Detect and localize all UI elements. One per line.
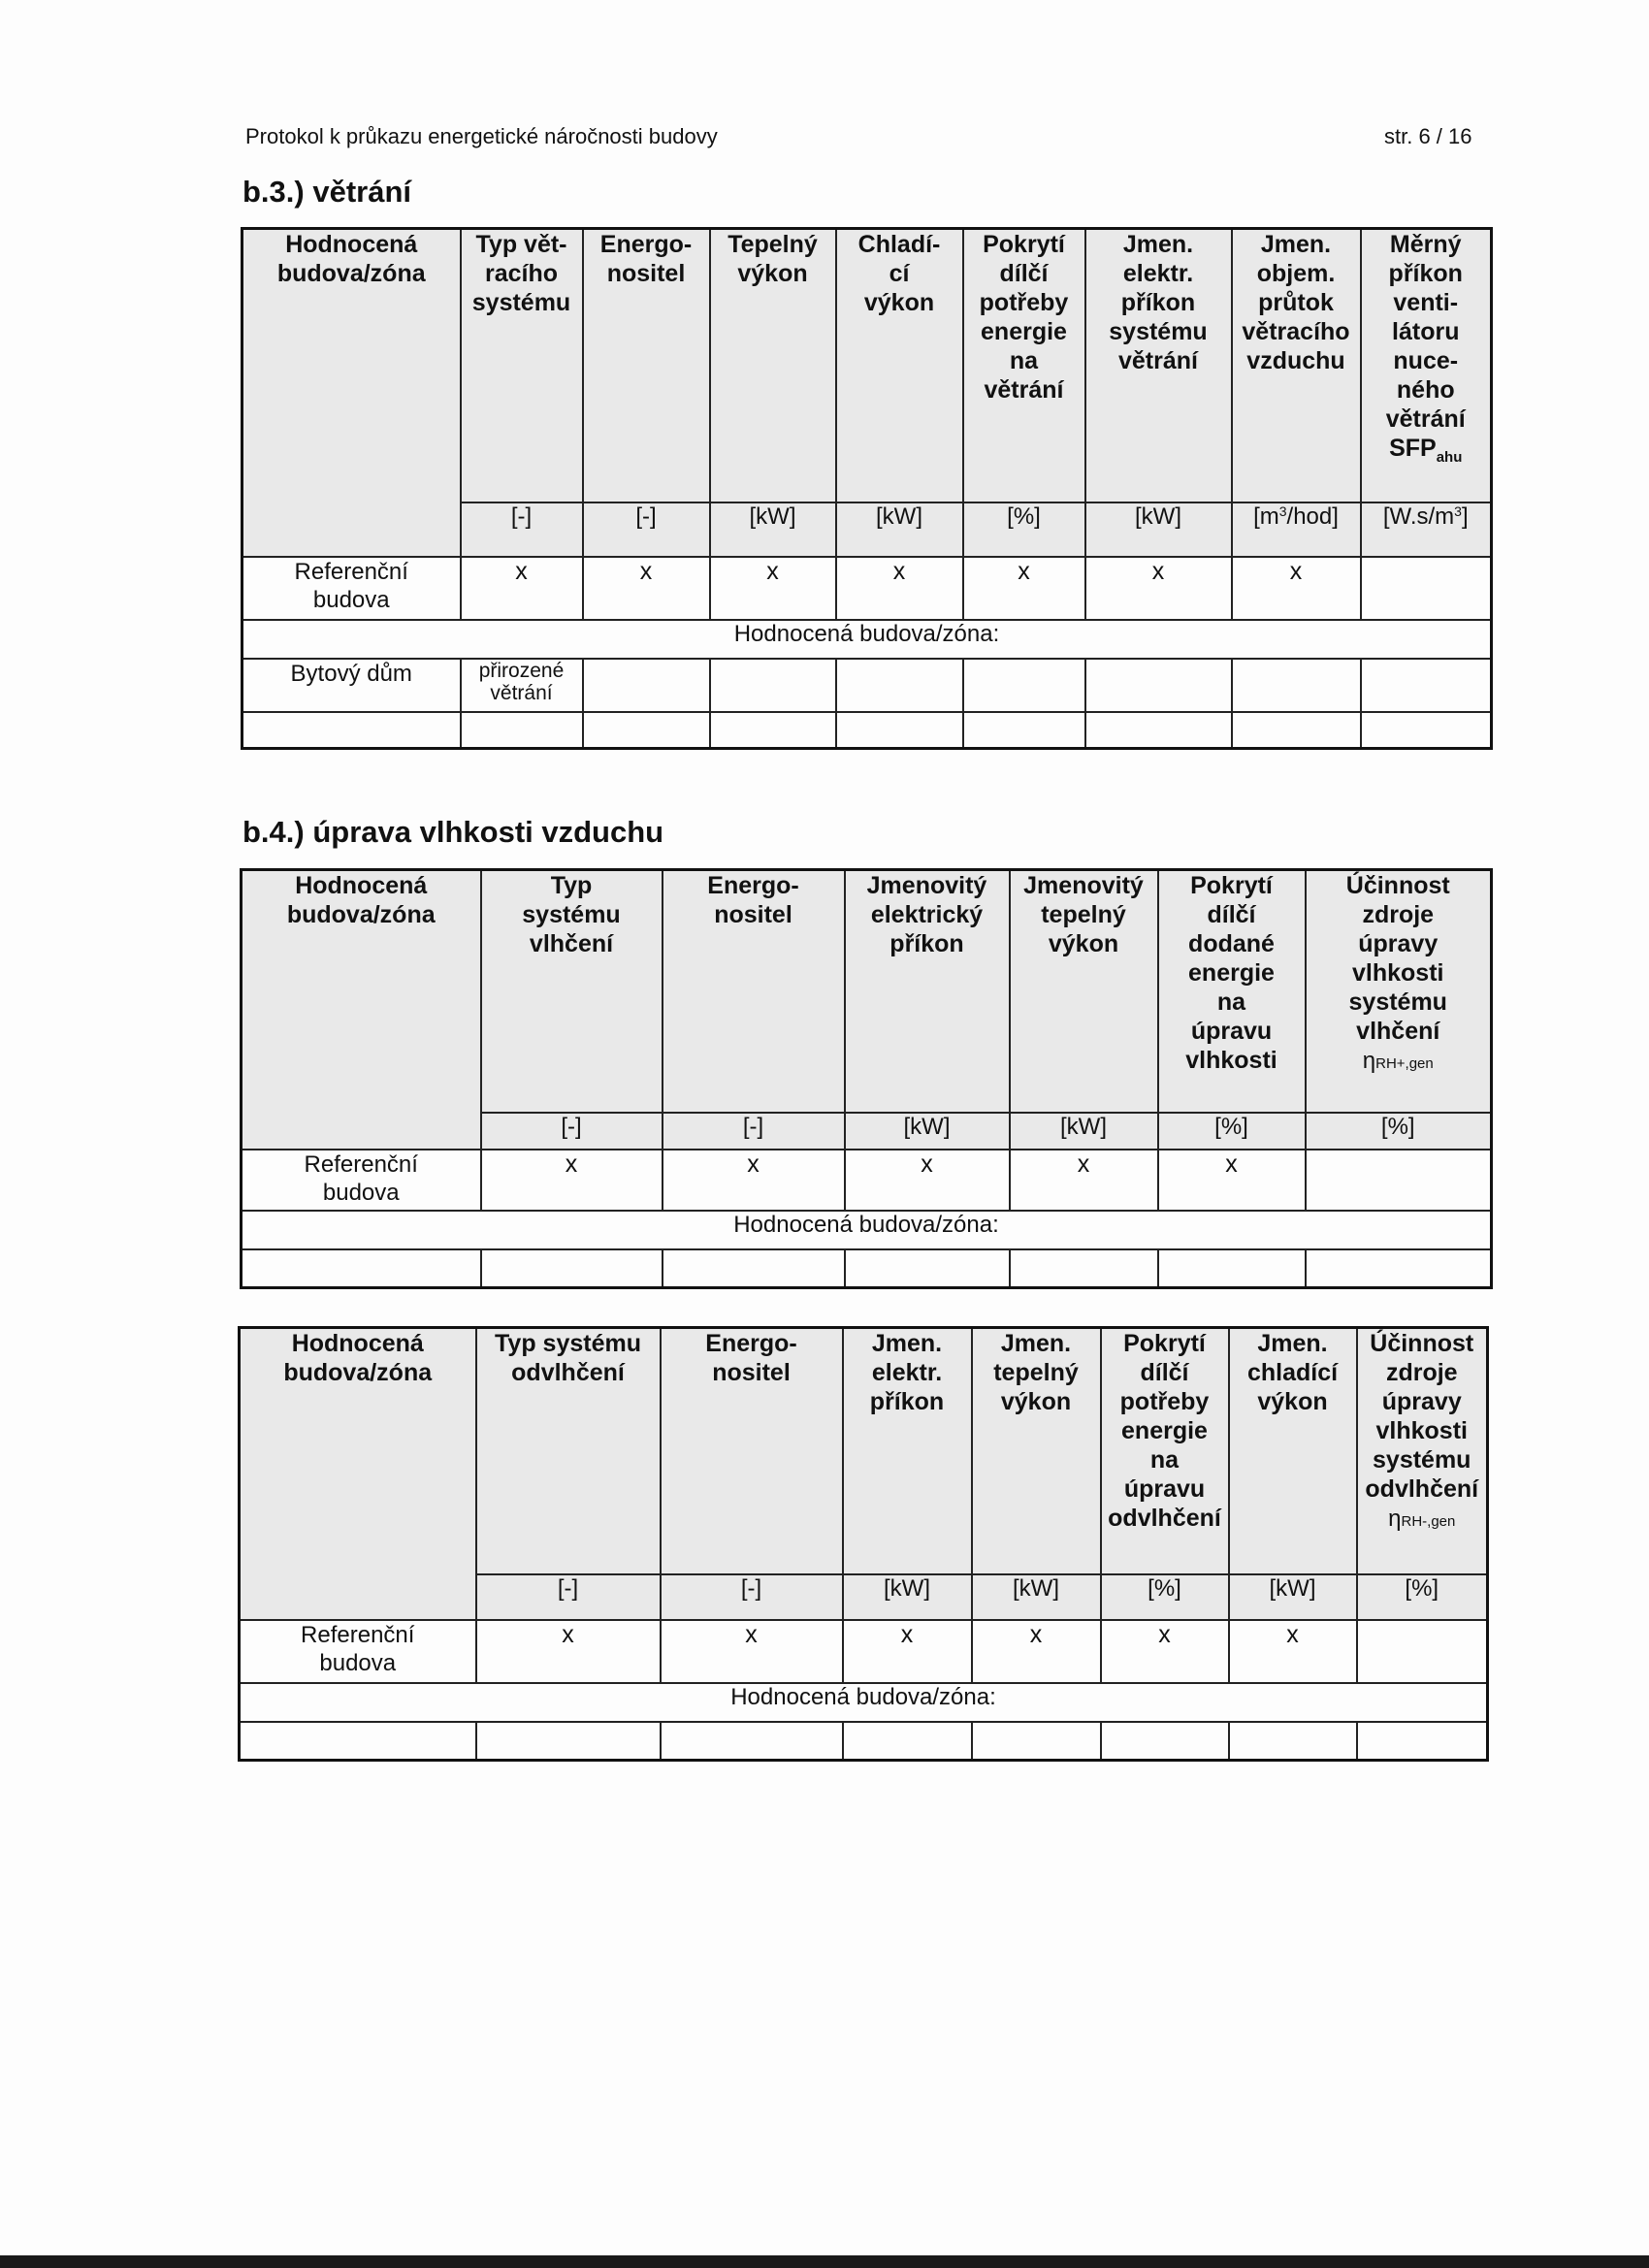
unit-cell: [kW] xyxy=(1229,1574,1357,1620)
unit-cell: [%] xyxy=(1158,1113,1306,1150)
col-header-heat-output: Tepelný výkon xyxy=(710,229,836,502)
reference-value: x xyxy=(1101,1620,1229,1683)
empty-cell xyxy=(1101,1722,1229,1761)
reference-value: x xyxy=(663,1150,845,1211)
unit-cell: [-] xyxy=(661,1574,843,1620)
unit-cell: [-] xyxy=(481,1113,663,1150)
empty-cell xyxy=(461,712,583,749)
col-header-sfp: Měrný příkon venti- látoru nuce- ného větrání $SFP_{ahu}$ xyxy=(1361,229,1492,502)
unit-cell: [kW] xyxy=(972,1574,1101,1620)
document-header-title: Protokol k průkazu energetické náročnosti budovy xyxy=(245,124,718,148)
empty-cell xyxy=(476,1722,661,1761)
unit-cell: [-] xyxy=(583,502,710,557)
reference-value: x xyxy=(843,1620,972,1683)
empty-cell xyxy=(1229,1722,1357,1761)
unit-cell-wsm3: $[W.s/m^3]$ xyxy=(1361,502,1492,557)
empty-cell xyxy=(242,1249,481,1288)
reference-value xyxy=(1306,1150,1492,1211)
col-header-efficiency: Účinnost zdroje úpravy vlhkosti systému vlhčení ηRH+,gen xyxy=(1306,870,1492,1113)
empty-cell xyxy=(242,712,461,749)
empty-cell xyxy=(1158,1249,1306,1288)
reference-value: x xyxy=(476,1620,661,1683)
unit-cell: [kW] xyxy=(845,1113,1010,1150)
reference-building-label: Referenční budova xyxy=(242,557,461,620)
empty-cell xyxy=(663,1249,845,1288)
col-header-coverage: Pokrytí dílčí potřeby energie na úpravu odvlhčení xyxy=(1101,1328,1229,1574)
unit-cell: [%] xyxy=(1306,1113,1492,1150)
col-header-rated-heat-output: Jmen. tepelný výkon xyxy=(972,1328,1101,1574)
empty-cell xyxy=(583,712,710,749)
humidification-table xyxy=(240,868,1493,1289)
col-header-rated-power: Jmen. elektr. příkon systému větrání xyxy=(1085,229,1232,502)
reference-value: x xyxy=(963,557,1085,620)
empty-cell xyxy=(1085,659,1232,712)
unit-cell: [kW] xyxy=(843,1574,972,1620)
reference-value: x xyxy=(845,1150,1010,1211)
page-number: str. 6 / 16 xyxy=(1384,124,1472,148)
reference-value: x xyxy=(583,557,710,620)
empty-cell xyxy=(481,1249,663,1288)
col-header-energy-carrier: Energo- nositel xyxy=(663,870,845,1113)
empty-cell xyxy=(972,1722,1101,1761)
empty-cell xyxy=(661,1722,843,1761)
col-header-rated-heat-output: Jmenovitý tepelný výkon xyxy=(1010,870,1158,1113)
empty-cell xyxy=(836,659,963,712)
empty-cell xyxy=(240,1722,476,1761)
unit-cell: [%] xyxy=(963,502,1085,557)
reference-value xyxy=(1357,1620,1488,1683)
ventilation-type-value: přirozené větrání xyxy=(461,659,583,712)
empty-cell xyxy=(1010,1249,1158,1288)
reference-value: x xyxy=(1158,1150,1306,1211)
unit-cell: [kW] xyxy=(710,502,836,557)
empty-cell xyxy=(710,659,836,712)
col-header-cooling-output: Chladí- cí výkon xyxy=(836,229,963,502)
col-header-rated-electric-power: Jmenovitý elektrický příkon xyxy=(845,870,1010,1113)
empty-cell xyxy=(843,1722,972,1761)
unit-cell-m3hod: $[m^3/hod]$ xyxy=(1232,502,1361,557)
reference-value: x xyxy=(1232,557,1361,620)
col-header-efficiency: Účinnost zdroje úpravy vlhkosti systému odvlhčení ηRH-,gen xyxy=(1357,1328,1488,1574)
empty-cell xyxy=(963,659,1085,712)
col-header-rated-electric-power: Jmen. elektr. příkon xyxy=(843,1328,972,1574)
empty-cell xyxy=(1232,712,1361,749)
empty-cell xyxy=(1232,659,1361,712)
col-header-air-flow: Jmen. objem. průtok větracího vzduchu xyxy=(1232,229,1361,502)
reference-value: x xyxy=(661,1620,843,1683)
unit-cell: [%] xyxy=(1357,1574,1488,1620)
reference-value: x xyxy=(481,1150,663,1211)
reference-building-label: Referenční budova xyxy=(240,1620,476,1683)
col-header-ventilation-type: Typ vět- racího systému xyxy=(461,229,583,502)
empty-cell xyxy=(583,659,710,712)
empty-cell xyxy=(963,712,1085,749)
empty-cell xyxy=(836,712,963,749)
unit-cell: [%] xyxy=(1101,1574,1229,1620)
empty-cell xyxy=(710,712,836,749)
reference-value: x xyxy=(836,557,963,620)
col-header-coverage: Pokrytí dílčí dodané energie na úpravu vlhkosti xyxy=(1158,870,1306,1113)
unit-cell: [kW] xyxy=(836,502,963,557)
reference-building-label: Referenční budova xyxy=(242,1150,481,1211)
unit-cell: [-] xyxy=(461,502,583,557)
unit-cell: [-] xyxy=(663,1113,845,1150)
col-header-coverage: Pokrytí dílčí potřeby energie na větrání xyxy=(963,229,1085,502)
corner-header: Hodnocená budova/zóna xyxy=(240,1328,476,1620)
section-title-humidity: b.4.) úprava vlhkosti vzduchu xyxy=(242,815,664,849)
reference-value xyxy=(1361,557,1492,620)
col-header-energy-carrier: Energo- nositel xyxy=(661,1328,843,1574)
reference-value: x xyxy=(1010,1150,1158,1211)
ventilation-table xyxy=(241,227,1493,750)
reference-value: x xyxy=(1229,1620,1357,1683)
reference-value: x xyxy=(1085,557,1232,620)
col-header-dehumidification-type: Typ systému odvlhčení xyxy=(476,1328,661,1574)
evaluated-building-label: Hodnocená budova/zóna: xyxy=(240,1683,1488,1722)
corner-header: Hodnocená budova/zóna xyxy=(242,870,481,1150)
row-label-residential: Bytový dům xyxy=(242,659,461,712)
evaluated-building-label: Hodnocená budova/zóna: xyxy=(242,1211,1492,1249)
evaluated-building-label: Hodnocená budova/zóna: xyxy=(242,620,1492,659)
scan-edge xyxy=(0,2255,1649,2268)
empty-cell xyxy=(1361,712,1492,749)
section-title-ventilation: b.3.) větrání xyxy=(242,175,411,209)
reference-value: x xyxy=(461,557,583,620)
empty-cell xyxy=(1085,712,1232,749)
empty-cell xyxy=(845,1249,1010,1288)
unit-cell: [-] xyxy=(476,1574,661,1620)
unit-cell: [kW] xyxy=(1085,502,1232,557)
empty-cell xyxy=(1357,1722,1488,1761)
dehumidification-table xyxy=(238,1326,1489,1762)
col-header-humidification-type: Typ systému vlhčení xyxy=(481,870,663,1113)
unit-cell: [kW] xyxy=(1010,1113,1158,1150)
reference-value: x xyxy=(710,557,836,620)
reference-value: x xyxy=(972,1620,1101,1683)
col-header-energy-carrier: Energo- nositel xyxy=(583,229,710,502)
corner-header: Hodnocená budova/zóna xyxy=(242,229,461,557)
empty-cell xyxy=(1306,1249,1492,1288)
col-header-cooling-output: Jmen. chladící výkon xyxy=(1229,1328,1357,1574)
empty-cell xyxy=(1361,659,1492,712)
